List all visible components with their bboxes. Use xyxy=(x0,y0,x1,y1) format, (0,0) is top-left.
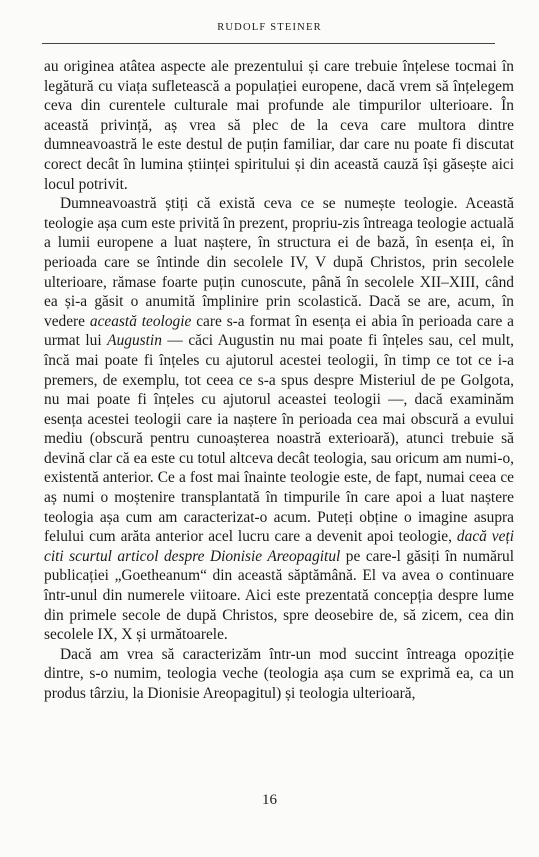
italic-phrase: Augustin xyxy=(107,332,162,350)
text-run: — căci Augustin nu mai poate fi înțeles sau, cel mult, încă mai poate fi înțeles cu ajutorul acestei teologii, în timp ce tot ce i-a premers, de exemplu, tot ceea ce s-a spus despre Misteriul de pe Golgota, nu mai poate fi înțeles cu ajutorul aceastei teologii —, dacă examinăm esența acestei teologii care ia naștere în perioada cea mai obscură a evului mediu (obscură pentru cunoașterea noastră exterioară), atunci trebuie să devină clar că ea este cu totul altceva decât teologia, sau oricum am numi-o, existentă anterior. Ce a fost mai înainte teologie este, de fapt, numai ceea ce aș numi o moștenire transplantată în timpurile în care apoi a luat naștere teologia așa cum am caracterizat-o acum. Puteți obține o imagine asupra felului cum arăta anterior acel lucru care a devenit apoi teologie, xyxy=(44,332,514,546)
paragraph xyxy=(44,57,514,194)
text-run: Dumneavoastră știți că există ceva ce se numește teologie. Această teologie așa cum este privită în prezent, propriu-zis întreaga teologie actuală a lumii europene a luat naștere, în structura ei de bază, în esența ei, în perioada care se întinde din secolele IV, V după Christos, prin secolele ulterioare, rămase foarte puțin cunoscute, până în secolele XII–XIII, când ea și-a găsit o anumită împlinire prin scolastică. Dacă se are, acum, în vedere xyxy=(44,195,514,330)
italic-phrase: această teologie xyxy=(89,312,192,330)
paragraph xyxy=(44,645,514,704)
text-run: care s-a format în esența ei abia în perioada care a urmat lui xyxy=(44,312,515,350)
text-run: Dacă am vrea să caracterizăm într-un mod succint întreaga opoziție dintre, s-o numim, teologia veche (teologia așa cum se exprimă ea, ca un produs târziu, la Dionisie Areopagitul) și teologia ulterioară, xyxy=(44,645,514,702)
italic-phrase: dacă veți citi scurtul articol despre Dionisie Areopagitul xyxy=(44,528,515,565)
body-text xyxy=(44,57,514,704)
text-run: pe care-l găsiți în numărul publicației „Goetheanum“ din această săptămână. El va avea o continuare într-unul din numerele viitoare. Aici este prezentată concepția despre lume din primele secole de după Christos, spre deosebire de, să zicem, cea din secolele IX, X și următoarele. xyxy=(44,547,514,644)
page-number: 16 xyxy=(262,792,277,808)
text-run: au originea atâtea aspecte ale prezentului și care trebuie înțelese tocmai în legătură cu viața sufletească a populației europene, dacă vrem să înțelegem ceva din curentele culturale mai profunde ale timpurilor ulterioare. În această privință, aș vrea să plec de la ceva care multora dintre dumneavoastră le este destul de puțin familiar, dar care nu poate fi discutat corect decât în lumina științei spiritului și din această cauză își găsește aici locul potrivit. xyxy=(44,58,514,193)
paragraph xyxy=(44,194,514,645)
running-header: RUDOLF STEINER xyxy=(217,22,322,33)
header-rule xyxy=(42,43,495,44)
